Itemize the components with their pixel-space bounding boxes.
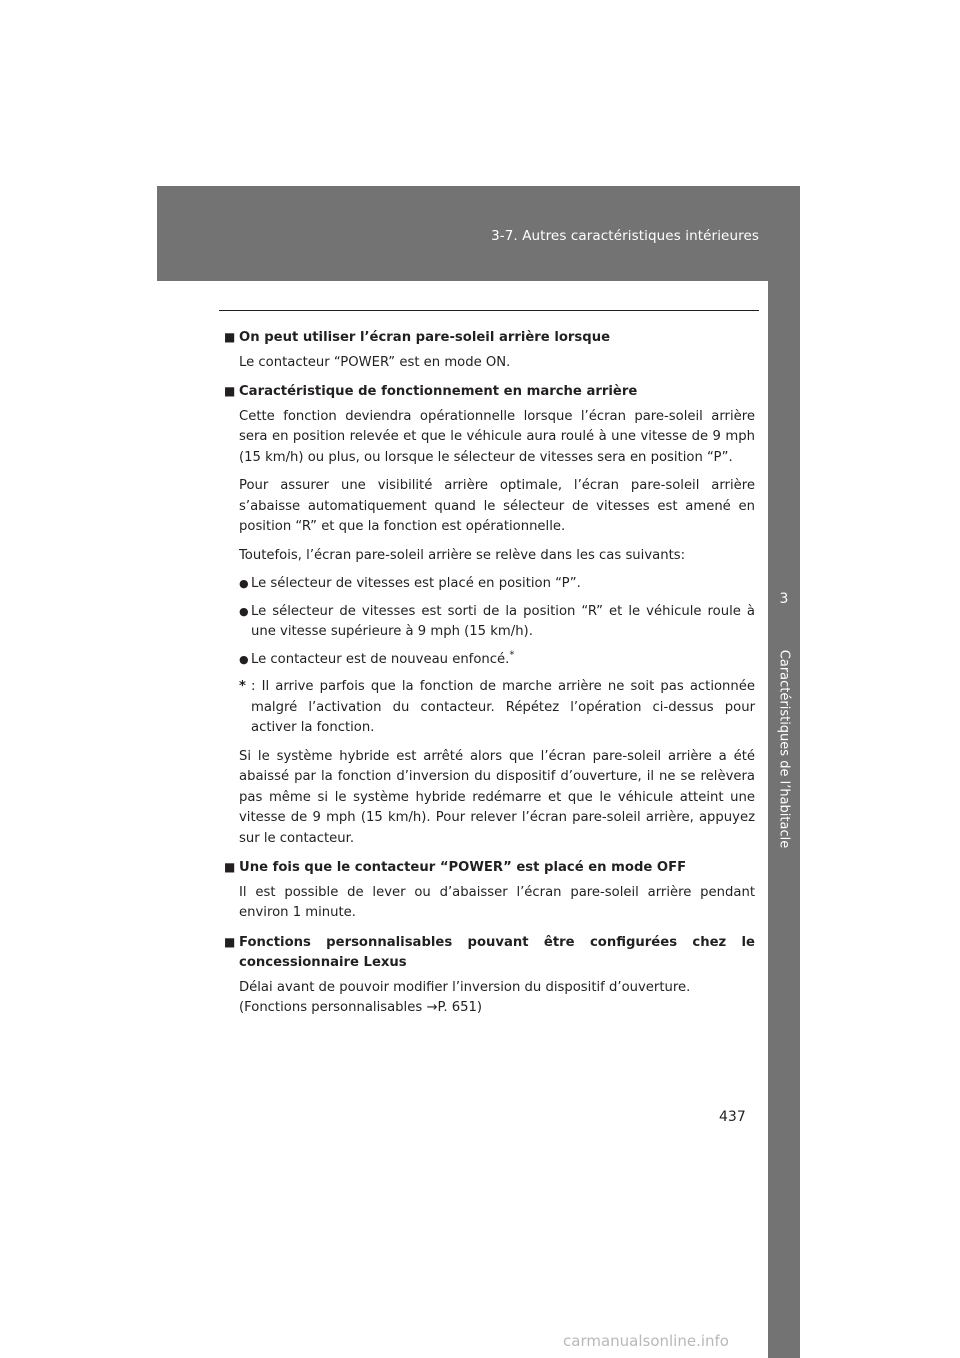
- section-heading: ■ Fonctions personnalisables pouvant être configurées chez le concessionnaire Lexus: [224, 932, 755, 974]
- section-heading: ■ Caractéristique de fonctionnement en marche arrière: [224, 381, 755, 403]
- page-content: [224, 327, 755, 1027]
- list-item: ● Le sélecteur de vitesses est placé en position “P”.: [224, 574, 755, 595]
- chapter-side-tab: [768, 281, 800, 1358]
- list-item: ● Le sélecteur de vitesses est sorti de la position “R” et le véhicule roule à une vitesse supérieure à 9 mph (15 km/h).: [239, 603, 755, 639]
- footnote: * : Il arrive parfois que la fonction de marche arrière ne soit pas actionnée malgré l’activation du contacteur. Répétez l’opération ci-dessus pour activer la fonction.: [239, 679, 755, 735]
- chapter-number: 3: [779, 591, 789, 607]
- round-bullet-icon: ●: [239, 652, 249, 666]
- section-paragraph: Pour assurer une visibilité arrière optimale, l’écran pare-soleil arrière s’abaisse automatiquement quand le sélecteur de vitesses est amené en position “R” et que la fonction est opérationnelle.: [239, 478, 755, 534]
- chapter-title: Caractéristiques de l’habitacle: [776, 649, 792, 849]
- footnote-marker: *: [239, 679, 246, 694]
- square-bullet-icon: ■: [224, 934, 236, 949]
- footnote-marker: *: [509, 649, 515, 661]
- square-bullet-icon: ■: [224, 330, 236, 344]
- watermark: carmanualsonline.info: [563, 1332, 729, 1350]
- section-title: 3-7. Autres caractéristiques intérieures: [491, 228, 759, 244]
- section-body: Il est possible de lever ou d’abaisser l’écran pare-soleil arrière pendant environ 1 minute.: [239, 884, 755, 920]
- header-rule: [219, 310, 759, 311]
- section-heading: ■ Une fois que le contacteur “POWER” est placé en mode OFF: [224, 857, 755, 879]
- square-bullet-icon: ■: [224, 384, 236, 398]
- header-band: [157, 186, 800, 281]
- arrow-right-icon: →: [426, 1000, 438, 1015]
- section-paragraph: Cette fonction deviendra opérationnelle lorsque l’écran pare-soleil arrière sera en position relevée et que le véhicule aura roulé à une vitesse de 9 mph (15 km/h) ou plus, ou lorsque le sélecteur de vitesses sera en position “P”.: [239, 408, 755, 465]
- section-body: Délai avant de pouvoir modifier l’inversion du dispositif d’ouverture. (Fonctions personnalisables →P. 651): [239, 979, 691, 1015]
- section-heading: ■ On peut utiliser l’écran pare-soleil arrière lorsque: [224, 327, 755, 349]
- page-number: 437: [719, 1109, 746, 1125]
- square-bullet-icon: ■: [224, 860, 236, 874]
- list-item: ● Le contacteur est de nouveau enfoncé.*: [224, 650, 755, 671]
- round-bullet-icon: ●: [239, 604, 249, 618]
- page-reference-link[interactable]: P. 651): [437, 1000, 483, 1015]
- section-paragraph: Si le système hybride est arrêté alors que l’écran pare-soleil arrière a été abaissé par la fonction d’inversion du dispositif d’ouverture, il ne se relèvera pas même si le système hybride redémarre et que le véhicule atteint une vitesse de 9 mph (15 km/h). Pour relever l’écran pare-soleil arrière, appuyez sur le contacteur.: [239, 748, 755, 846]
- section-body: Le contacteur “POWER” est en mode ON.: [239, 354, 511, 370]
- section-paragraph: Toutefois, l’écran pare-soleil arrière se relève dans les cas suivants:: [239, 547, 686, 563]
- round-bullet-icon: ●: [239, 577, 249, 590]
